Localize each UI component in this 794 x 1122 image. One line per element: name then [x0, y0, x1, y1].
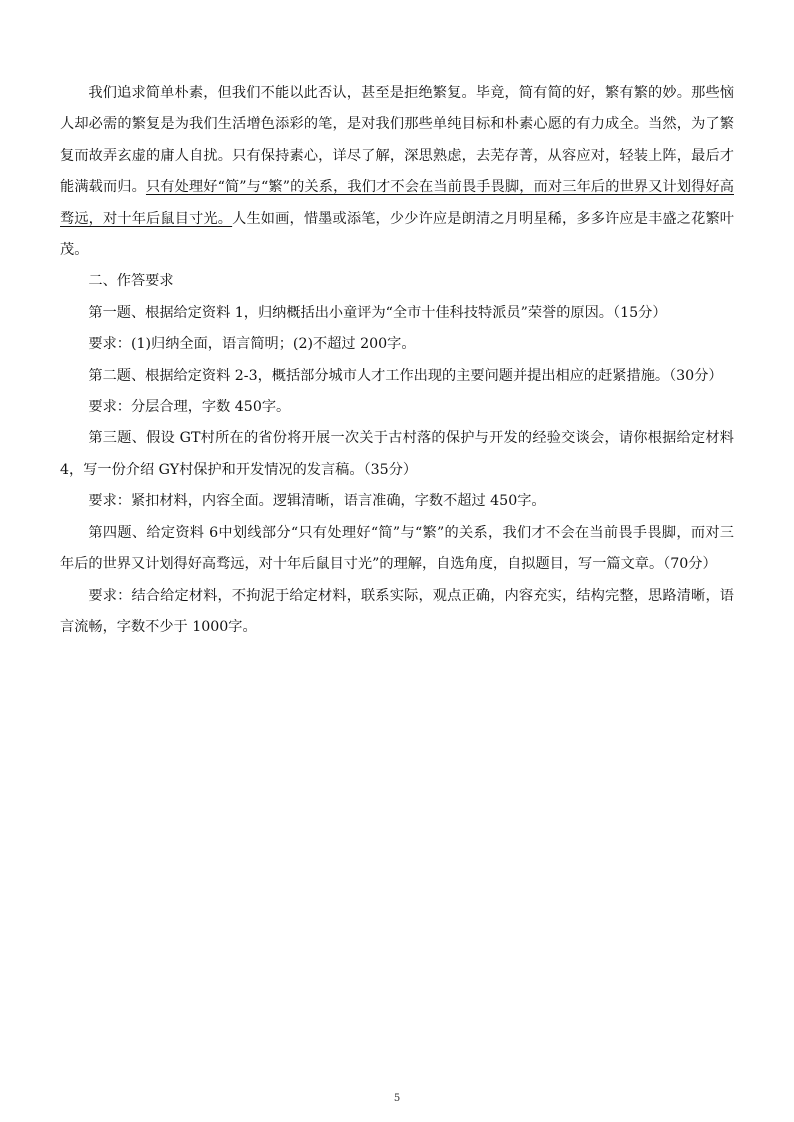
material-paragraph: [60, 78, 734, 266]
question-4: 第四题、给定资料 6中划线部分“只有处理好“简”与“繁”的关系，我们才不会在当前畏手畏脚，而对三年后的世界又计划得好高骛远，对十年后鼠目寸光”的理解，自选角度，自拟题目，写一篇文章。（70分）: [60, 524, 734, 573]
underlined-sentence: 只有处理好“简”与“繁”的关系，我们才不会在当前畏手畏脚，而对三年后的世界又计划得好高骛远，对十年后鼠目寸光。: [60, 179, 734, 227]
paragraph-text-end: 人生如画，惜墨或添笔，少少许应是朗清之月明星稀，多多许应是丰盛之花繁叶茂。: [60, 210, 734, 259]
page-number: 5: [393, 1093, 401, 1104]
section-heading: 二、作答要求: [88, 273, 174, 290]
question-2-requirement: 要求：分层合理，字数 450字。: [88, 399, 291, 416]
question-2: 第二题、根据给定资料 2-3，概括部分城市人才工作出现的主要问题并提出相应的赶紧措施。（30分）: [88, 367, 723, 384]
document-body: [60, 78, 734, 643]
question-1-requirement: 要求：(1)归纳全面，语言简明；(2)不超过 200字。: [88, 336, 416, 353]
question-1: 第一题、根据给定资料 1，归纳概括出小童评为“全市十佳科技特派员”荣誉的原因。（15分）: [88, 304, 667, 321]
question-3-requirement: 要求：紧扣材料，内容全面。逻辑清晰，语言准确，字数不超过 450字。: [88, 493, 546, 510]
question-4-requirement: 要求：结合给定材料，不拘泥于给定材料，联系实际，观点正确，内容充实，结构完整，思路清晰，语言流畅，字数不少于 1000字。: [60, 587, 734, 635]
paragraph-text: 我们追求简单朴素，但我们不能以此否认，甚至是拒绝繁复。毕竟，简有简的好，繁有繁的妙。那些恼人却必需的繁复是为我们生活增色添彩的笔，是对我们那些单纯目标和朴素心愿的有力成全。当然，为了繁复而故弄玄虚的庸人自扰。只有保持素心，详尽了解，深思熟虑，去芜存菁，从容应对，轻装上阵，最后才能满载而归。: [60, 85, 734, 196]
question-3: 第三题、假设 GT村所在的省份将开展一次关于古村落的保护与开发的经验交谈会，请你根据给定材料 4，写一份介绍 GY村保护和开发情况的发言稿。（35分）: [60, 430, 734, 478]
